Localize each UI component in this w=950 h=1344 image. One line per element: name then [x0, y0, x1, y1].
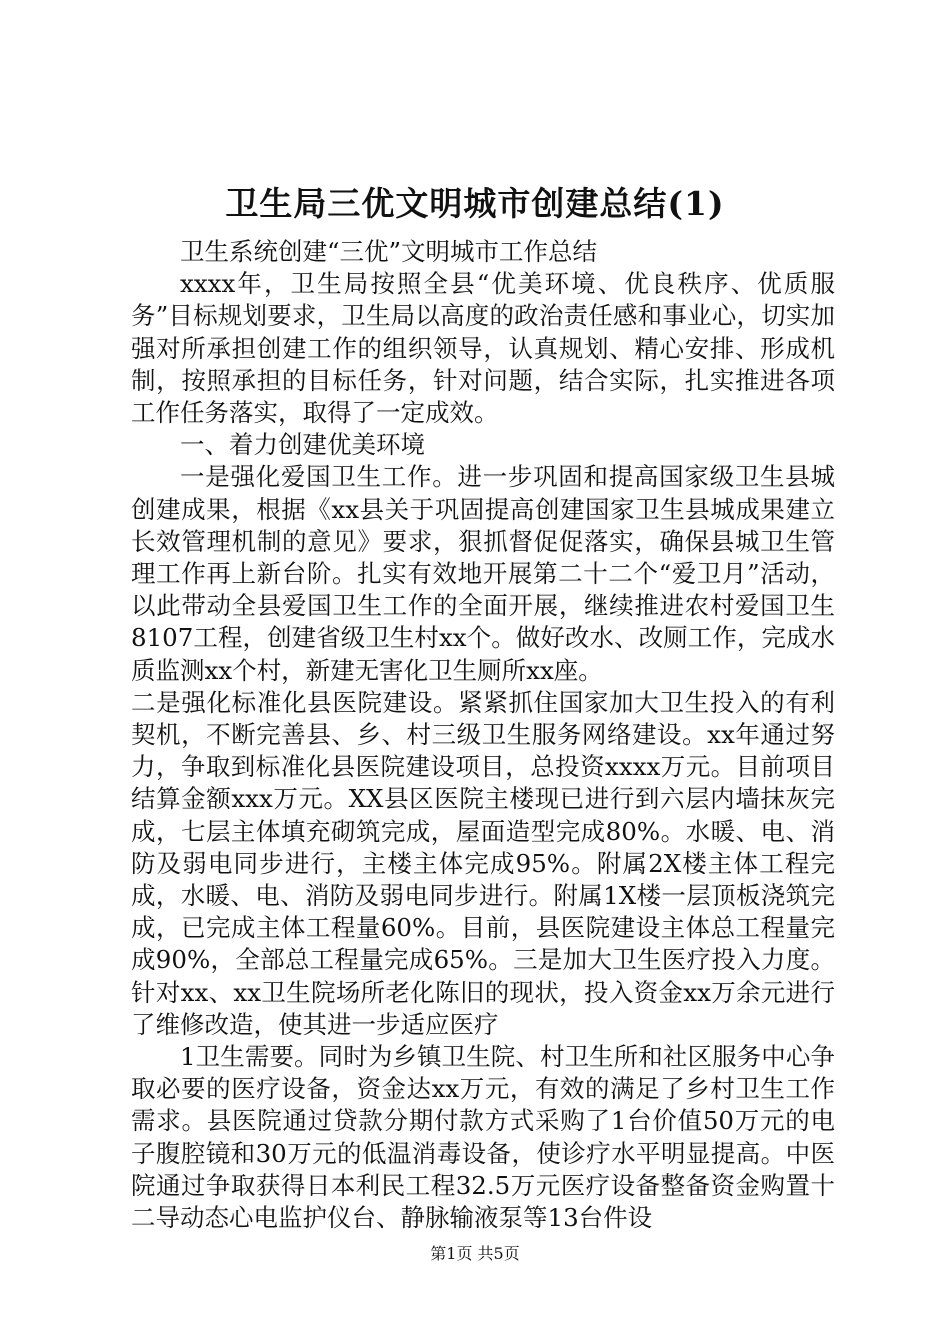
paragraph-equipment: 1卫生需要。同时为乡镇卫生院、村卫生所和社区服务中心争取必要的医疗设备，资金达xx万元，有效的满足了乡村卫生工作需求。县医院通过贷款分期付款方式采购了1台价值50万元的电子腹腔镜和30万元的低温消毒设备，使诊疗水平明显提高。中医院通过争取获得日本利民工程32.5万元医疗设备整备资金购置十二导动态心电监护仪台、静脉输液泵等13台件设 [131, 1042, 835, 1233]
document-body [131, 236, 835, 1234]
paragraph-county-hospital: 二是强化标准化县医院建设。紧紧抓住国家加大卫生投入的有利契机，不断完善县、乡、村三级卫生服务网络建设。xx年通过努力，争取到标准化县医院建设项目，总投资xxxx万元。目前项目结算金额xxx万元。XX县区医院主楼现已进行到六层内墙抹灰完成，七层主体填充砌筑完成，屋面造型完成80%。水暖、电、消防及弱电同步进行，主楼主体完成95%。附属2X楼主体工程完成，水暖、电、消防及弱电同步进行。附属1X楼一层顶板浇筑完成，已完成主体工程量60%。目前，县医院建设主体总工程量完成90%，全部总工程量完成65%。三是加大卫生医疗投入力度。针对xx、xx卫生院场所老化陈旧的现状，投入资金xx万余元进行了维修改造，使其进一步适应医疗 [131, 687, 835, 1039]
paragraph-subtitle: 卫生系统创建“三优”文明城市工作总结 [180, 237, 598, 266]
document-title: 卫生局三优文明城市创建总结(1) [225, 184, 725, 223]
paragraph-patriotic-health: 一是强化爱国卫生工作。进一步巩固和提高国家级卫生县城创建成果，根据《xx县关于巩固提高创建国家卫生县城成果建立长效管理机制的意见》要求，狠抓督促促落实，确保县城卫生管理工作再上新台阶。扎实有效地开展第二十二个“爱卫月”活动，以此带动全县爱国卫生工作的全面开展，继续推进农村爱国卫生8107工程，创建省级卫生村xx个。做好改水、改厕工作，完成水质监测xx个村，新建无害化卫生厕所xx座。 [131, 462, 835, 685]
paragraph-intro: xxxx年，卫生局按照全县“优美环境、优良秩序、优质服务”目标规划要求，卫生局以高度的政治责任感和事业心，切实加强对所承担创建工作的组织领导，认真规划、精心安排、形成机制，按照承担的目标任务，针对问题，结合实际，扎实推进各项工作任务落实，取得了一定成效。 [131, 269, 835, 428]
section-heading: 一、着力创建优美环境 [180, 430, 425, 460]
page-footer: 第1页 共5页 [430, 1244, 520, 1263]
